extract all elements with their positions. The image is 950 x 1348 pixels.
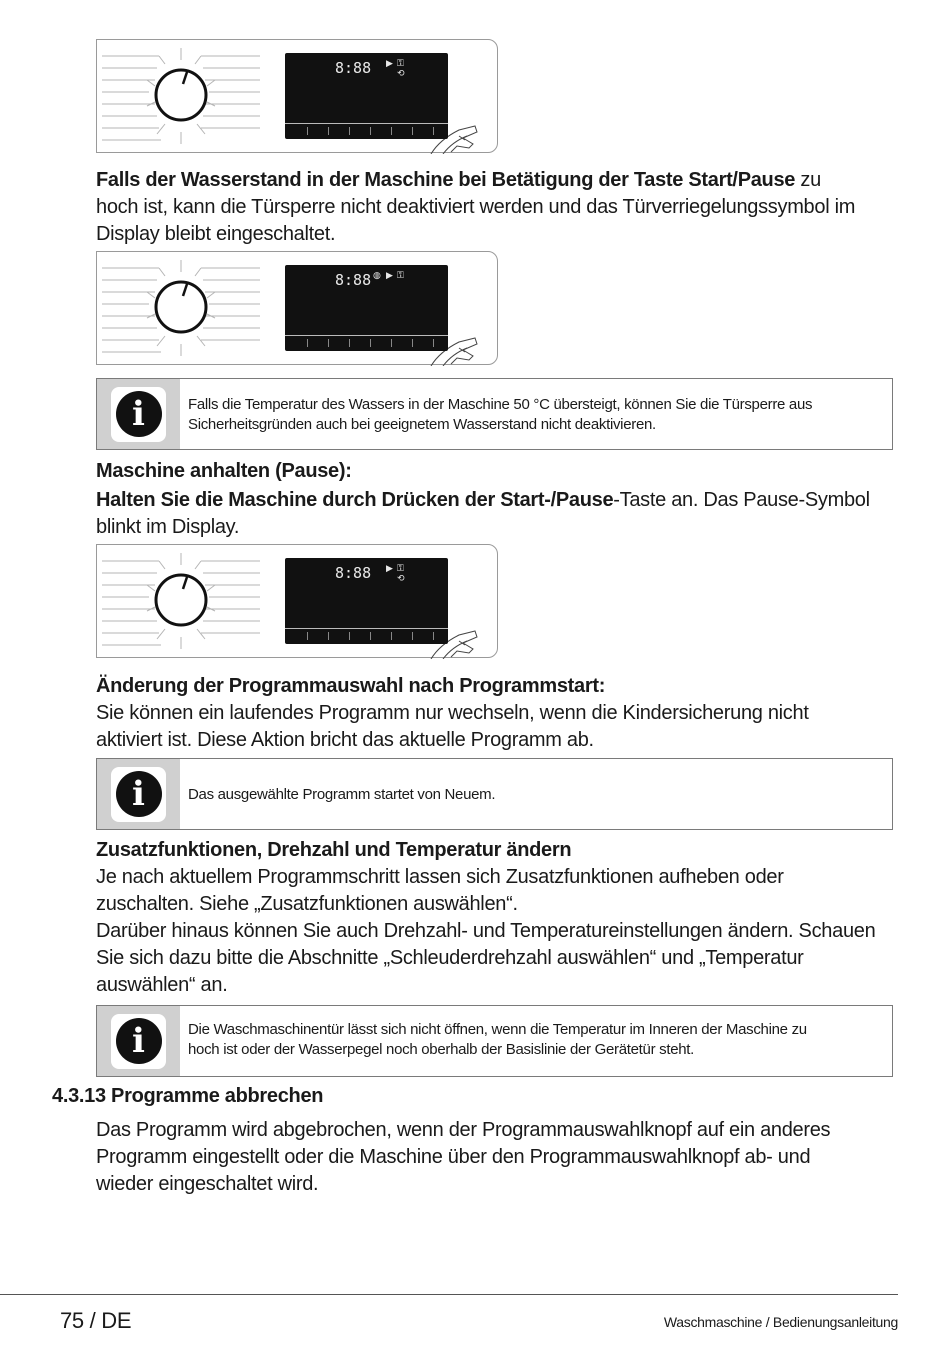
footer-divider: [0, 1294, 898, 1295]
text: Das Programm wird abgebrochen, wenn der Programmauswahlknopf auf ein anderes: [96, 1119, 831, 1141]
display-buttons: [307, 632, 434, 640]
section-heading: Maschine anhalten (Pause):: [96, 460, 352, 482]
paragraph-water-level: [96, 167, 916, 248]
info-text: hoch ist oder der Wasserpegel noch oberhalb der Basislinie der Gerätetür steht.: [188, 1041, 695, 1058]
info-icon: i: [97, 759, 180, 829]
text: Sie können ein laufendes Programm nur wechseln, wenn die Kindersicherung nicht: [96, 702, 809, 724]
door-lock-icon: ⚿: [397, 271, 404, 281]
section-cancel-body: [96, 1117, 916, 1198]
section-heading-cancel: 4.3.13 Programme abbrechen: [52, 1085, 324, 1107]
section-heading: Änderung der Programmauswahl nach Programmstart:: [96, 675, 606, 697]
play-icon: ▶: [386, 271, 393, 281]
play-icon: ▶: [386, 59, 393, 69]
section-pause: [96, 458, 916, 541]
info-text: Das ausgewählte Programm startet von Neuem.: [188, 786, 496, 803]
temperature-icon: ◍: [373, 271, 381, 281]
footer-document-title: Waschmaschine / Bedienungsanleitung: [663, 1314, 898, 1330]
control-panel-illustration-3: [96, 544, 498, 658]
display-divider: [285, 335, 448, 336]
info-icon: i: [97, 1006, 180, 1076]
text: hoch ist, kann die Türsperre nicht deaktiviert werden und das Türverriegelungssymbol im: [96, 196, 856, 218]
text: Je nach aktuellem Programmschritt lassen sich Zusatzfunktionen aufheben oder: [96, 866, 784, 888]
display-divider: [285, 628, 448, 629]
page-number: 75 / DE: [60, 1308, 132, 1333]
text: Programm eingestellt oder die Maschine über den Programmauswahlknopf ab- und: [96, 1146, 811, 1168]
info-icon: i: [97, 379, 180, 449]
text: Display bleibt eingeschaltet.: [96, 223, 336, 245]
display-screen: [285, 558, 448, 644]
display-buttons: [307, 339, 434, 347]
display-digits: 8:88: [335, 59, 372, 77]
section-change-program: [96, 673, 916, 754]
text: auswählen“ an.: [96, 974, 228, 996]
display-screen: [285, 53, 448, 139]
display-buttons: [307, 127, 434, 135]
display-divider: [285, 123, 448, 124]
control-panel-illustration-2: [96, 251, 498, 365]
text: aktiviert ist. Diese Aktion bricht das aktuelle Programm ab.: [96, 729, 594, 751]
text: Sie sich dazu bitte die Abschnitte „Schleuderdrehzahl auswählen“ und „Temperatur: [96, 947, 804, 969]
info-text: Die Waschmaschinentür lässt sich nicht öffnen, wenn die Temperatur im Inneren der Maschine zu: [188, 1021, 807, 1038]
text: zuschalten. Siehe „Zusatzfunktionen auswählen“.: [96, 893, 518, 915]
display-screen: [285, 265, 448, 351]
info-text: Sicherheitsgründen auch bei geeignetem Wasserstand nicht deaktivieren.: [188, 416, 656, 433]
door-lock-icon: ⚿ ⟲: [397, 59, 405, 79]
section-heading: Zusatzfunktionen, Drehzahl und Temperatur ändern: [96, 839, 572, 861]
info-text: Falls die Temperatur des Wassers in der Maschine 50 °C übersteigt, können Sie die Türsperre aus: [188, 396, 813, 413]
text: -Taste an. Das Pause-Symbol: [613, 489, 870, 511]
door-lock-icon: ⚿ ⟲: [397, 564, 405, 584]
text: wieder eingeschaltet wird.: [96, 1173, 319, 1195]
info-box: [96, 378, 893, 450]
info-box: [96, 758, 893, 830]
display-digits: 8:88: [335, 271, 372, 289]
display-digits: 8:88: [335, 564, 372, 582]
section-extra-functions: [96, 837, 916, 999]
bold-lead: Falls der Wasserstand in der Maschine bei Betätigung der Taste Start/Pause: [96, 169, 796, 191]
text: blinkt im Display.: [96, 516, 240, 538]
text: Darüber hinaus können Sie auch Drehzahl- und Temperatureinstellungen ändern. Schauen: [96, 920, 876, 942]
control-panel-illustration-1: [96, 39, 498, 153]
bold-lead: Halten Sie die Maschine durch Drücken der Start-/Pause: [96, 489, 614, 511]
info-box: [96, 1005, 893, 1077]
play-icon: ▶: [386, 564, 393, 574]
text: zu: [795, 169, 821, 191]
